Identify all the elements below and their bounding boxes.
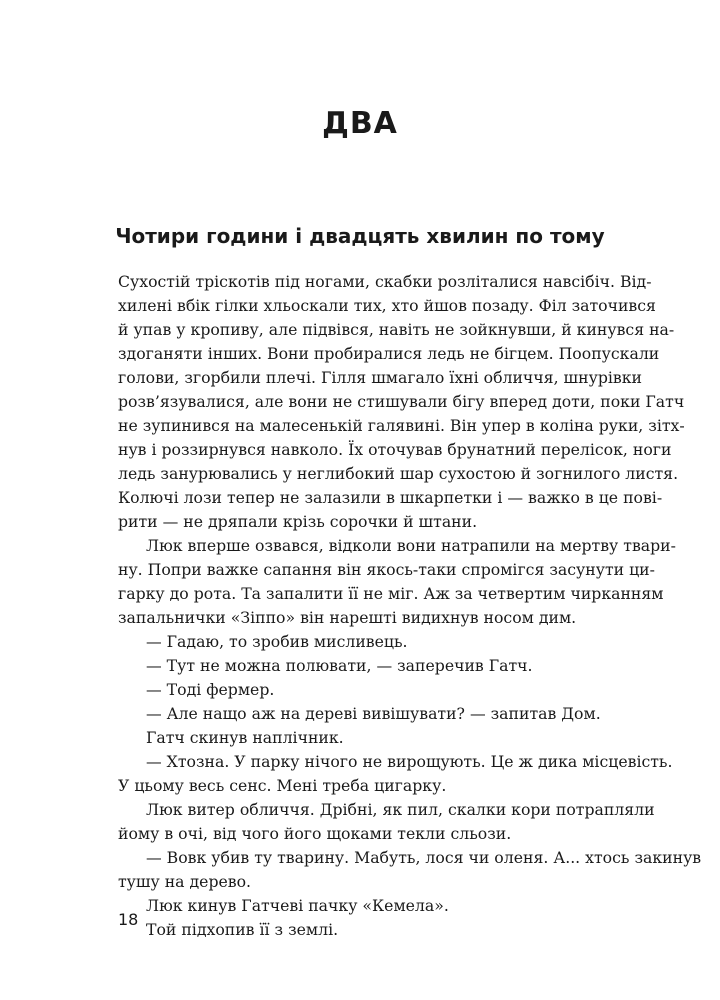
text-line: нув і роззирнувся навколо. Їх оточував брунатний перелісок, ноги: [118, 440, 672, 459]
text-line: Люк кинув Гатчеві пачку «Кемела».: [146, 896, 449, 915]
text-line: — Хтозна. У парку нічого не вирощують. Це ж дика місцевість.: [146, 752, 673, 771]
text-line: Люк вперше озвався, відколи вони натрапили на мертву твари-: [146, 536, 676, 555]
text-line: — Але нащо аж на дереві вивішувати? — запитав Дом.: [146, 704, 601, 723]
body-text: [118, 270, 702, 942]
text-line: — Тоді фермер.: [146, 680, 275, 699]
text-line: Колючі лози тепер не залазили в шкарпетки і — важко в це пові-: [118, 488, 663, 507]
text-line: й упав у кропиву, але підвівся, навіть не зойкнувши, й кинувся на-: [118, 320, 675, 339]
text-line: Люк витер обличчя. Дрібні, як пил, скалки кори потрапляли: [146, 800, 655, 819]
text-line: не зупинився на малесенькій галявині. Він упер в коліна руки, зітх-: [118, 416, 685, 435]
text-line: розв’язувалися, але вони не стишували бігу вперед доти, поки Гатч: [118, 392, 685, 411]
chapter-title: ДВА: [322, 106, 398, 141]
text-line: хилені вбік гілки хльоскали тих, хто йшов позаду. Філ заточився: [118, 296, 656, 315]
text-line: — Вовк убив ту тварину. Мабуть, лося чи оленя. А... хтось закинув: [146, 848, 702, 867]
text-line: Той підхопив її з землі.: [146, 920, 339, 939]
text-line: голови, згорбили плечі. Гілля шмагало їхні обличчя, шнурівки: [118, 368, 642, 387]
chapter-subtitle: Чотири години і двадцять хвилин по тому: [115, 224, 605, 248]
text-line: запальнички «Зіппо» він нарешті видихнув носом дим.: [118, 608, 577, 627]
text-line: йому в очі, від чого його щоками текли сльози.: [118, 824, 512, 843]
text-line: Гатч скинув наплічник.: [146, 728, 344, 747]
text-line: Сухостій тріскотів під ногами, скабки розліталися навсібіч. Від-: [118, 272, 652, 291]
text-line: здоганяти інших. Вони пробиралися ледь не бігцем. Поопускали: [118, 344, 660, 363]
text-line: — Гадаю, то зробив мисливець.: [146, 632, 408, 651]
text-line: У цьому весь сенс. Мені треба цигарку.: [118, 776, 447, 795]
text-line: ну. Попри важке сапання він якось-таки спромігся засунути ци-: [118, 560, 655, 579]
text-line: рити — не дряпали крізь сорочки й штани.: [118, 512, 478, 531]
page-number: 18: [118, 910, 139, 929]
text-line: гарку до рота. Та запалити її не міг. Аж за четвертим чирканням: [118, 584, 664, 603]
text-line: — Тут не можна полювати, — заперечив Гатч.: [146, 656, 533, 675]
text-line: ледь занурювались у неглибокий шар сухостою й зогнилого листя.: [118, 464, 679, 483]
text-line: тушу на дерево.: [118, 872, 252, 891]
